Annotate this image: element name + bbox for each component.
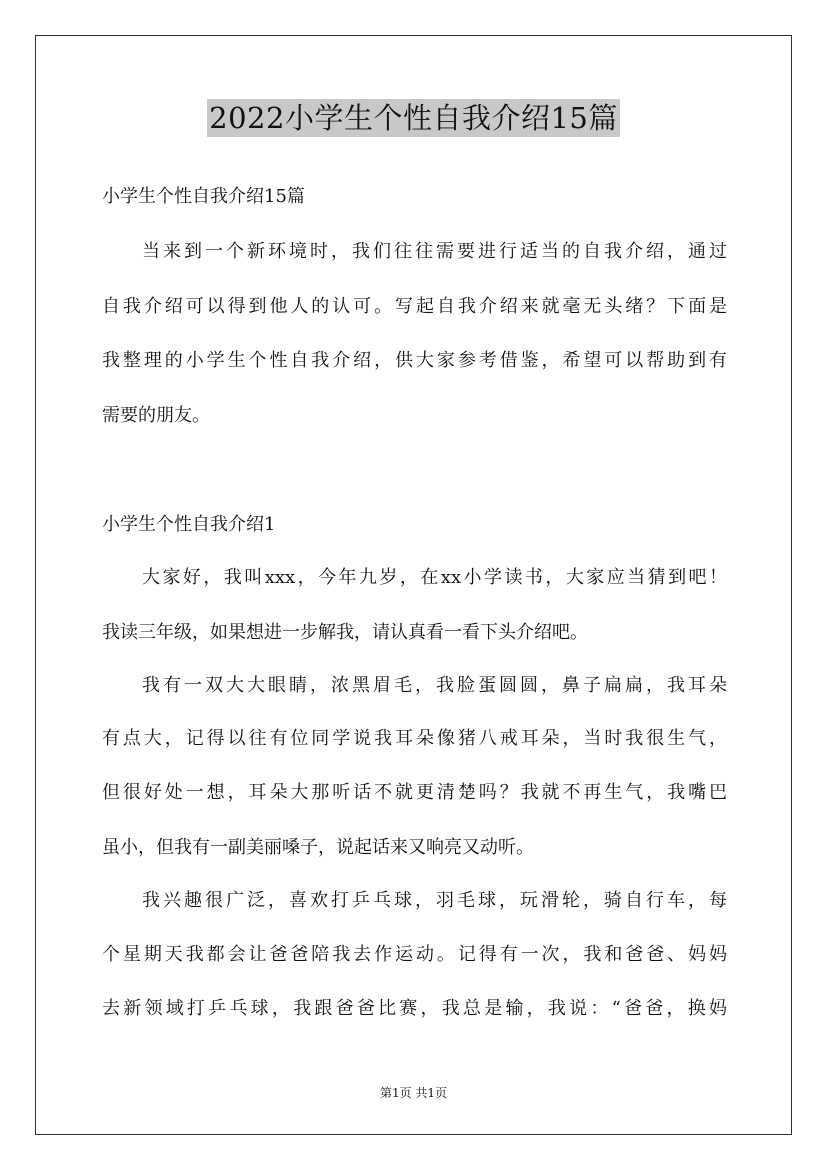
document-title-text: 2022小学生个性自我介绍15篇 (209, 101, 618, 135)
paragraph-line: 我整理的小学生个性自我介绍，供大家参考借鉴，希望可以帮助到有 (102, 350, 727, 371)
paragraph-line: 虽小，但我有一副美丽嗓子，说起话来又响亮又动听。 (102, 837, 534, 858)
paragraph-line: 我读三年级，如果想进一步解我，请认真看一看下头介绍吧。 (102, 622, 588, 643)
paragraph-line: 有点大，记得以往有位同学说我耳朵像猪八戒耳朵，当时我很生气， (102, 728, 727, 749)
page-footer: 第1页 共1页 (379, 1086, 448, 1100)
paragraph-line: 个星期天我都会让爸爸陪我去作运动。记得有一次，我和爸爸、妈妈 (102, 944, 727, 965)
paragraph-line: 自我介绍可以得到他人的认可。写起自我介绍来就毫无头绪？下面是 (102, 296, 727, 317)
paragraph-line: 需要的朋友。 (102, 405, 210, 426)
paragraph-line: 去新领域打乒乓球，我跟爸爸比赛，我总是输，我说：“爸爸，换妈 (102, 998, 727, 1019)
document-title (0, 96, 827, 137)
paragraph-line: 我兴趣很广泛，喜欢打乒乓球，羽毛球，玩滑轮，骑自行车，每 (142, 890, 727, 911)
paragraph-line: 但很好处一想，耳朵大那听话不就更清楚吗？我就不再生气，我嘴巴 (102, 782, 727, 803)
paragraph-line: 当来到一个新环境时，我们往往需要进行适当的自我介绍，通过 (142, 241, 727, 262)
subtitle: 小学生个性自我介绍15篇 (102, 186, 305, 207)
paragraph-line: 我有一双大大眼睛，浓黑眉毛，我脸蛋圆圆，鼻子扁扁，我耳朵 (142, 675, 727, 696)
paragraph-line: 大家好，我叫xxx，今年九岁，在xx小学读书，大家应当猜到吧！ (142, 567, 727, 588)
section-heading: 小学生个性自我介绍1 (102, 514, 276, 535)
